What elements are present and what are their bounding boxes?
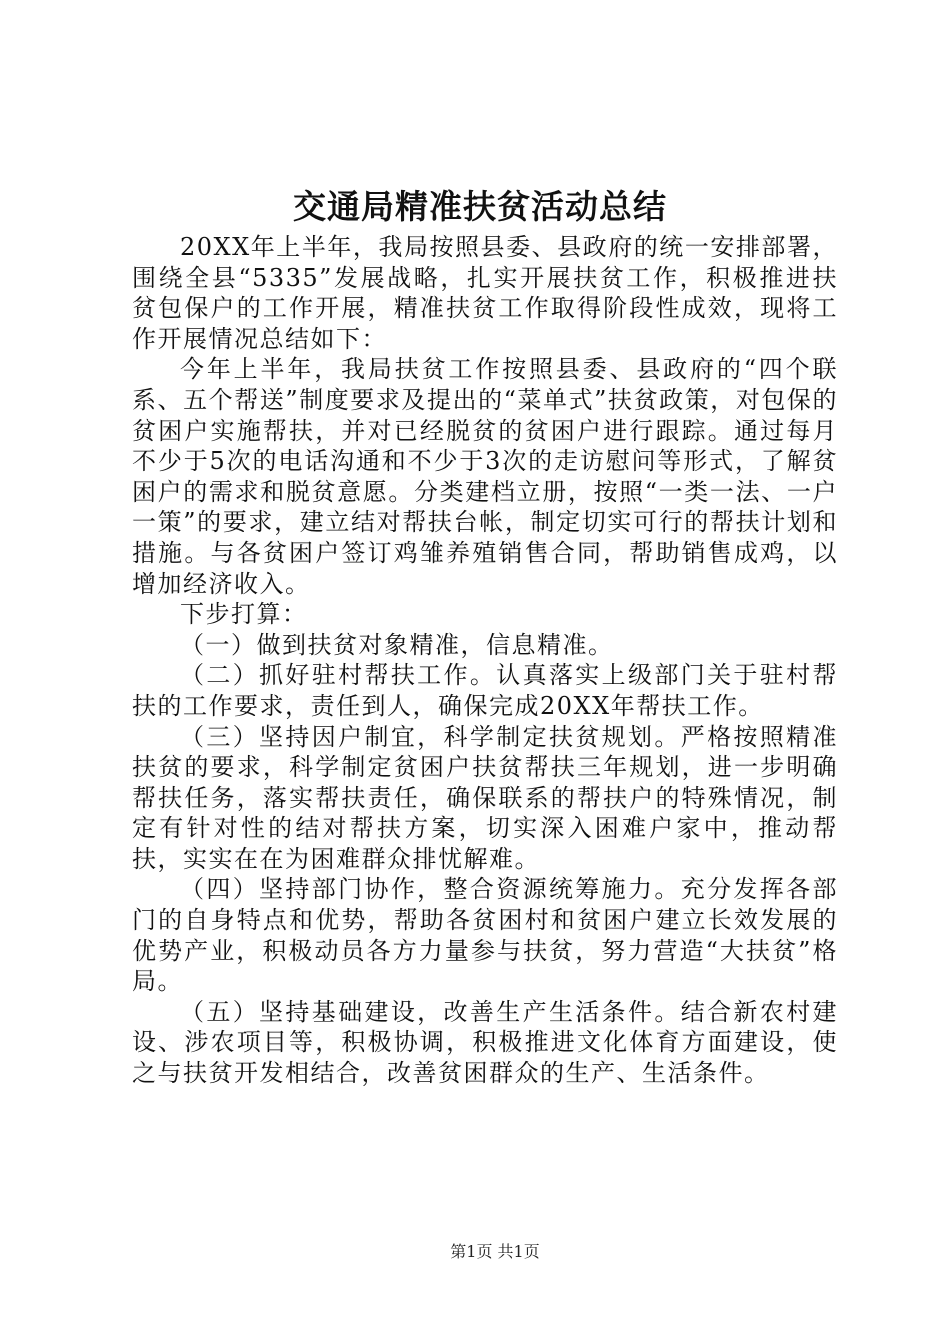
paragraph-item-4: （四）坚持部门协作，整合资源统筹施力。充分发挥各部门的自身特点和优势，帮助各贫困村和贫困户建立长效发展的优势产业，积极动员各方力量参与扶贫，努力营造“大扶贫”格局。 (132, 875, 838, 996)
paragraph-intro: 20XX年上半年，我局按照县委、县政府的统一安排部署，围绕全县“5335”发展战略，扎实开展扶贫工作，积极推进扶贫包保户的工作开展，精准扶贫工作取得阶段性成效，现将工作开展情况总结如下： (132, 233, 838, 353)
paragraph-next-steps-heading: 下步打算： (180, 600, 308, 629)
document-body (132, 232, 838, 1089)
paragraph-work-summary: 今年上半年，我局扶贫工作按照县委、县政府的“四个联系、五个帮送”制度要求及提出的“菜单式”扶贫政策，对包保的贫困户实施帮扶，并对已经脱贫的贫困户进行跟踪。通过每月不少于5次的电话沟通和不少于3次的走访慰问等形式，了解贫困户的需求和脱贫意愿。分类建档立册，按照“一类一法、一户一策”的要求，建立结对帮扶台帐，制定切实可行的帮扶计划和措施。与各贫困户签订鸡雏养殖销售合同，帮助销售成鸡，以增加经济收入。 (132, 355, 838, 598)
paragraph-item-2: （二）抓好驻村帮扶工作。认真落实上级部门关于驻村帮扶的工作要求，责任到人，确保完成20XX年帮扶工作。 (132, 661, 838, 720)
document-title: 交通局精准扶贫活动总结 (293, 187, 667, 226)
paragraph-item-5: （五）坚持基础建设，改善生产生活条件。结合新农村建设、涉农项目等，积极协调，积极推进文化体育方面建设，使之与扶贫开发相结合，改善贫困群众的生产、生活条件。 (132, 997, 838, 1088)
paragraph-item-3: （三）坚持因户制宜，科学制定扶贫规划。严格按照精准扶贫的要求，科学制定贫困户扶贫帮扶三年规划，进一步明确帮扶任务，落实帮扶责任，确保联系的帮扶户的特殊情况，制定有针对性的结对帮扶方案，切实深入困难户家中，推动帮扶，实实在在为困难群众排忧解难。 (132, 722, 838, 873)
page-number-footer: 第1页 共1页 (450, 1242, 540, 1261)
paragraph-item-1: （一）做到扶贫对象精准，信息精准。 (180, 630, 614, 659)
